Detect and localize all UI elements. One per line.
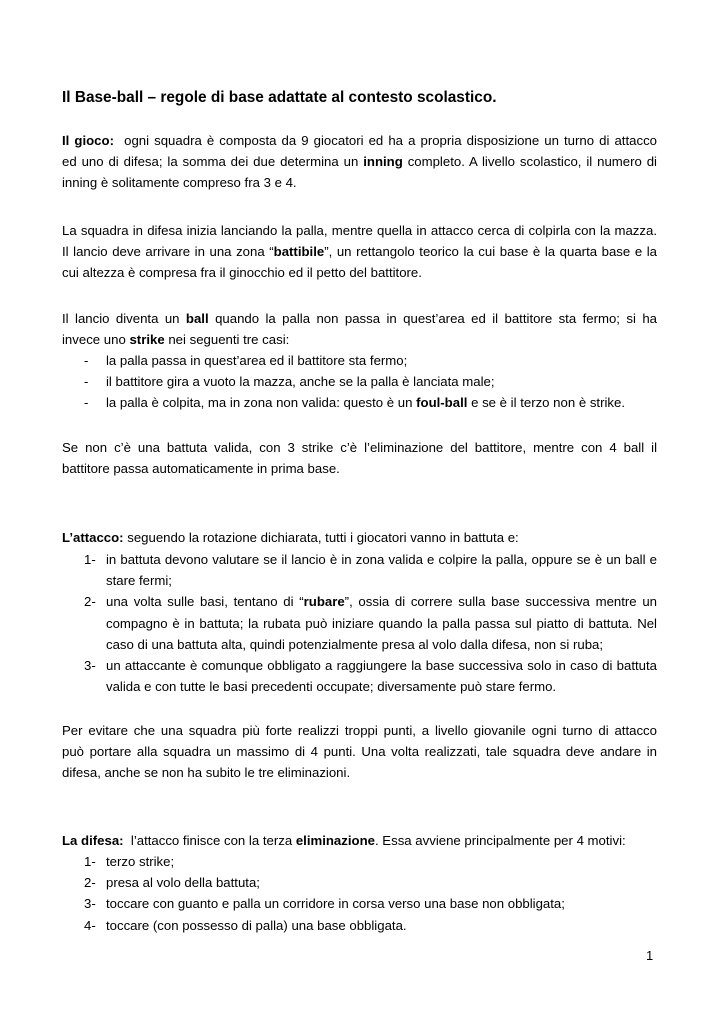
difesa-label: La difesa: bbox=[62, 833, 124, 848]
inning-term: inning bbox=[363, 154, 403, 170]
attacco-label: L’attacco: bbox=[62, 530, 124, 545]
paragraph-difesa: La difesa: l’attacco finisce con la terza eliminazione. Essa avviene principalmente per 4 motivi: bbox=[62, 833, 626, 848]
list-item: 3- un attaccante è comunque obbligato a raggiungere la base successiva solo in caso di battuta valida e con tutte le basi precedenti occupate; diversamente può stare fermo. bbox=[84, 658, 657, 695]
list-item: 1- terzo strike; bbox=[84, 854, 175, 869]
strike-term: strike bbox=[129, 332, 165, 348]
list-item: - il battitore gira a vuoto la mazza, anche se la palla è lanciata male; bbox=[84, 374, 495, 390]
list-item: - la palla è colpita, ma in zona non valida: questo è un foul-ball e se è il terzo non è strike. bbox=[84, 395, 626, 411]
rubare-term: rubare bbox=[303, 594, 345, 610]
list-item: 1- in battuta devono valutare se il lancio è in zona valida e colpire la palla, oppure se è un ball e stare fermi; bbox=[84, 552, 657, 589]
document-title: Il Base-ball – regole di base adattate al contesto scolastico. bbox=[62, 89, 497, 106]
paragraph-lancio: La squadra in difesa inizia lanciando la palla, mentre quella in attacco cerca di colpirla con la mazza. Il lancio deve arrivare in una zona “battibile”, un rettangolo teorico la cui base è la quarta base e la cui altezza è compresa fra il ginocchio ed il petto del battitore. bbox=[62, 223, 657, 281]
battibile-term: battibile bbox=[273, 244, 325, 260]
attacco-list bbox=[84, 549, 657, 697]
page-number: 1 bbox=[646, 948, 654, 963]
paragraph-eliminazione: Se non c’è una battuta valida, con 3 strike c’è l’eliminazione del battitore, mentre con 4 ball il battitore passa automaticamente in prima base. bbox=[62, 440, 657, 477]
foul-ball-term: foul-ball bbox=[416, 395, 468, 411]
strike-cases-list bbox=[84, 350, 657, 414]
paragraph-attacco: L’attacco: seguendo la rotazione dichiarata, tutti i giocatori vanno in battuta e: bbox=[62, 530, 519, 545]
list-item: 2- presa al volo della battuta; bbox=[84, 875, 260, 891]
eliminazione-term: eliminazione bbox=[295, 833, 375, 848]
list-item: 2- una volta sulle basi, tentano di “rubare”, ossia di correre sulla base successiva mentre un compagno è in battuta; la rubata può iniziare quando la palla passa sul piatto di battuta. Nel caso di una battuta alta, quindi potenzialmente presa al volo dalla difesa, non si ruba; bbox=[84, 594, 657, 652]
list-item: 4- toccare (con possesso di palla) una base obbligata. bbox=[84, 917, 407, 933]
paragraph-limite: Per evitare che una squadra più forte realizzi troppi punti, a livello giovanile ogni turno di attacco può portare alla squadra un massimo di 4 punti. Una volta realizzati, tale squadra deve andare in difesa, anche se non ha subito le tre eliminazioni. bbox=[62, 723, 657, 781]
list-item: - la palla passa in quest’area ed il battitore sta fermo; bbox=[84, 353, 408, 368]
paragraph-ball-strike: Il lancio diventa un ball quando la palla non passa in quest’area ed il battitore sta fermo; si ha invece uno strike nei seguenti tre casi: bbox=[62, 311, 657, 348]
list-item: 3- toccare con guanto e palla un corridore in corsa verso una base non obbligata; bbox=[84, 896, 565, 912]
paragraph-gioco: Il gioco: ogni squadra è composta da 9 giocatori ed ha a propria disposizione un turno di attacco ed uno di difesa; la somma dei due determina un inning completo. A livello scolastico, il numero di inning è solitamente compreso fra 3 e 4. bbox=[62, 133, 657, 191]
difesa-list bbox=[84, 851, 657, 936]
ball-term: ball bbox=[185, 311, 209, 326]
gioco-label: Il gioco: bbox=[62, 133, 114, 148]
